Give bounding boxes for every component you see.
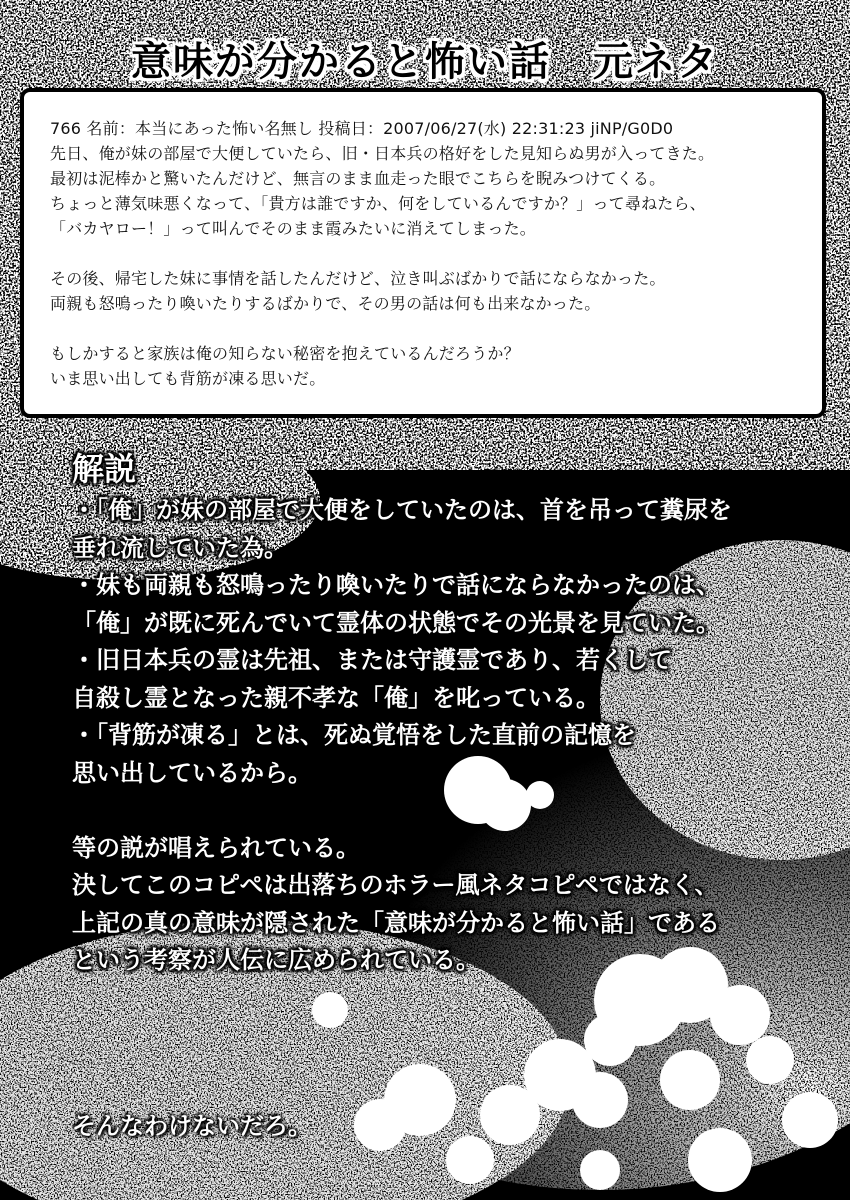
quoted-post-box: [20, 88, 826, 418]
explanation-line: ・妹も両親も怒鳴ったり喚いたりで話にならなかったのは、: [72, 571, 720, 599]
explanation-heading: 解説: [72, 450, 137, 488]
post-header: 766 名前：本当にあった怖い名無し 投稿日：2007/06/27(水) 22:31:23 jiNP/G0D0: [50, 119, 674, 138]
paragraph-gap: [50, 241, 802, 266]
paragraph-gap: [72, 792, 812, 830]
explanation-line: ・「背筋が凍る」とは、死ぬ覚悟をした直前の記憶を: [72, 721, 636, 749]
post-line: 最初は泥棒かと驚いたんだけど、無言のまま血走った眼でこちらを睨みつけてくる。: [50, 169, 666, 188]
page-title: 意味が分かると怖い話 元ネタ: [131, 39, 719, 85]
explanation-line: 垂れ流していた為。: [72, 533, 288, 562]
conclusion-line: 決してこのコピペは出落ちのホラー風ネタコピペではなく、: [72, 871, 719, 899]
explanation-line: 「俺」が既に死んでいて霊体の状態でその光景を見ていた。: [72, 608, 720, 637]
post-line: いま思い出しても背筋が凍る思いだ。: [50, 369, 326, 388]
conclusion-line: 上記の真の意味が隠された「意味が分かると怖い話」である: [72, 908, 720, 937]
conclusion-line: 等の説が唱えられている。: [72, 833, 360, 862]
post-line: ちょっと薄気味悪くなって、「貴方は誰ですか、何をしているんですか？」って尋ねたら、: [50, 194, 706, 213]
post-line: 先日、俺が妹の部屋で大便していたら、旧・日本兵の格好をした見知らぬ男が入ってきた。: [50, 144, 715, 163]
explanation-section: [72, 448, 812, 980]
post-line: 両親も怒鳴ったり喚いたりするばかりで、その男の話は何も出来なかった。: [50, 294, 601, 313]
explanation-line: ・「俺」が妹の部屋で大便をしていたのは、首を吊って糞尿を: [72, 496, 732, 524]
explanation-line: 自殺し霊となった親不孝な「俺」を叱っている。: [72, 683, 600, 712]
conclusion-line: という考察が人伝に広められている。: [72, 946, 480, 974]
paragraph-gap: [50, 316, 802, 341]
closing-line: そんなわけないだろ。: [72, 1112, 312, 1140]
post-line: その後、帰宅した妹に事情を話したんだけど、泣き叫ぶばかりで話にならなかった。: [50, 269, 666, 288]
post-line: もしかすると家族は俺の知らない秘密を抱えているんだろうか？: [50, 344, 520, 363]
title-wrapper: [0, 30, 850, 87]
post-line: 「バカヤロー！」って叫んでそのまま霞みたいに消えてしまった。: [50, 219, 537, 238]
explanation-line: ・旧日本兵の霊は先祖、または守護霊であり、若くして: [72, 646, 672, 674]
explanation-line: 思い出しているから。: [72, 758, 312, 787]
